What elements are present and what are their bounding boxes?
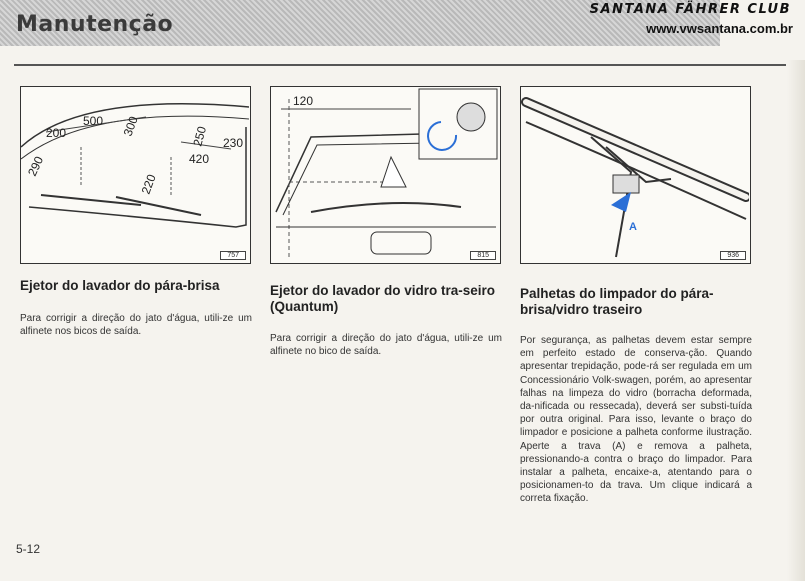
figure-number: 815: [470, 251, 496, 260]
dim-120: 120: [293, 94, 314, 108]
header-rule: [14, 64, 786, 66]
wiper-blade-illustration: [521, 87, 749, 262]
dim-200: 200: [46, 126, 67, 140]
label-a: A: [629, 221, 637, 233]
section-body-rear-washer: Para corrigir a direção do jato d'água, utili-ze um alfinete no bico de saída.: [270, 333, 502, 358]
section-heading-windshield-washer: Ejetor do lavador do pára-brisa: [20, 278, 220, 293]
page-edge-shadow: [787, 60, 805, 581]
page-number: 5-12: [16, 542, 41, 556]
dim-300: 300: [120, 114, 141, 139]
dim-220: 220: [138, 172, 159, 197]
figure-windshield-washer: [20, 86, 251, 264]
section-heading-wiper-blade: Palhetas do limpador do pára-brisa/vidro traseiro: [520, 286, 714, 317]
figure-wiper-blade: [520, 86, 751, 264]
figure-rear-washer: [270, 86, 501, 264]
dim-290: 290: [25, 154, 47, 179]
windshield-washer-illustration: [21, 87, 249, 262]
section-body-wiper-blade: Por segurança, as palhetas devem estar sempre em perfeito estado de conserva-ção. Quando apresentar trepidação, pode-rá ser regulada em um Concessionário Volk-swagen, porém, ao apresentar falhas na limpeza do vidro (borracha deformada, da-nificada ou ressecada), deverá ser substi-tuída por outra original. Para isso, levante o braço do limpador e posicione a palheta conforme ilustração. Aperte a trava (A) e remova a palheta, pressionando-a contra o braço do limpador. Para instalar a palheta, encaixe-a, atentando para o posicionamen-to da trava. Um clique indicará a correta fixação.: [520, 335, 752, 505]
section-body-windshield-washer: Para corrigir a direção do jato d'água, utili-ze um alfinete nos bicos de saída.: [20, 313, 252, 338]
figure-number: 757: [220, 251, 246, 260]
dim-250: 250: [190, 124, 210, 148]
page-title: Manutenção: [16, 12, 174, 37]
dim-420: 420: [189, 152, 210, 166]
dim-230: 230: [223, 136, 244, 150]
dim-500: 500: [83, 114, 104, 128]
club-name: SANTANA FÄHRER CLUB: [589, 2, 791, 17]
club-website: www.vwsantana.com.br: [646, 21, 793, 36]
rear-washer-illustration: [271, 87, 499, 262]
section-heading-rear-washer: Ejetor do lavador do vidro tra-seiro (Quantum): [270, 283, 496, 314]
figure-number: 936: [720, 251, 746, 260]
